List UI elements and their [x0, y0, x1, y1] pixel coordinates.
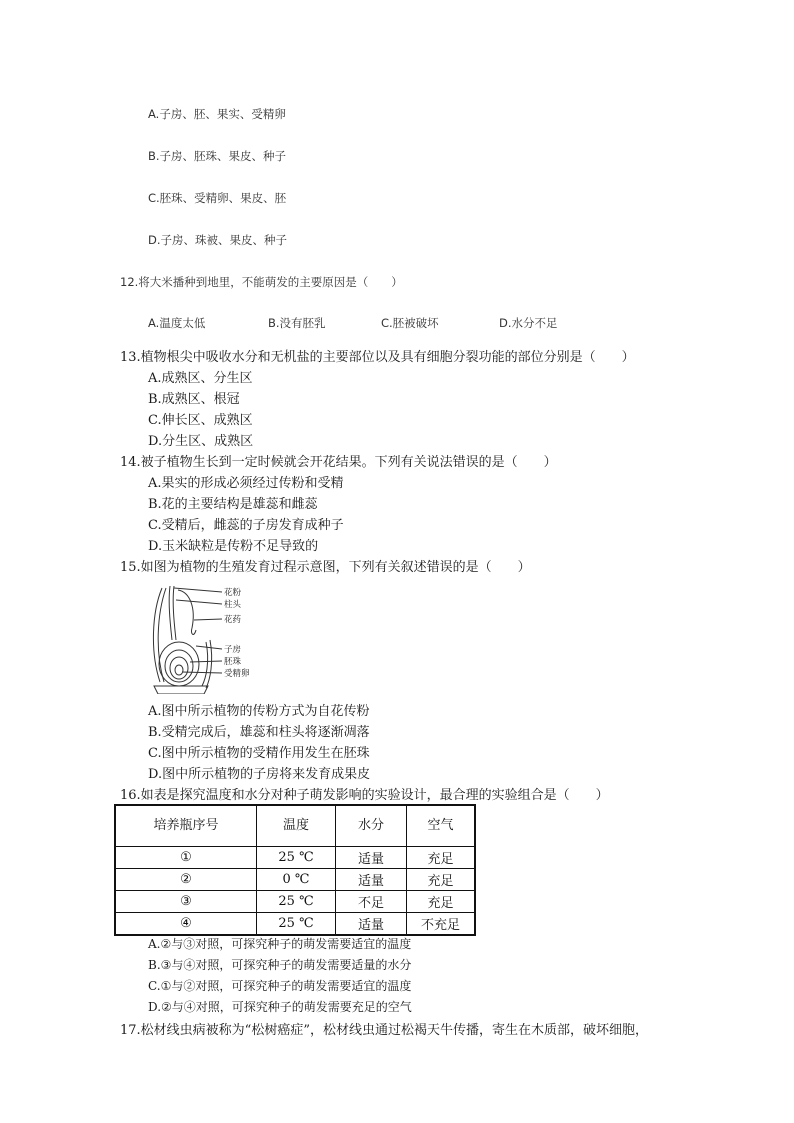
- q14-option-d: D.玉米缺粒是传粉不足导致的: [148, 539, 319, 554]
- q16-option-a: A.②与③对照，可探究种子的萌发需要适宜的温度: [148, 937, 412, 951]
- q13-option-b: B.成熟区、根冠: [148, 392, 240, 407]
- fig-label-zygote: 受精卵: [224, 669, 250, 679]
- q16-option-d: D.②与④对照，可探究种子的萌发需要充足的空气: [148, 1000, 412, 1014]
- q11-option-b: B.子房、胚珠、果皮、种子: [148, 149, 287, 163]
- cell-temperature: 0 ℃: [257, 869, 336, 891]
- fig-label-stigma: 柱头: [224, 600, 242, 610]
- q13-option-c: C.伸长区、成熟区: [148, 413, 253, 428]
- q15-option-b: B.受精完成后，雄蕊和柱头将逐渐凋落: [148, 725, 370, 740]
- q16-option-c: C.①与②对照，可探究种子的萌发需要适宜的温度: [148, 979, 412, 993]
- fig-label-anther: 花药: [224, 615, 242, 625]
- q13-option-a: A.成熟区、分生区: [148, 371, 253, 386]
- q16-stem: 16.如表是探究温度和水分对种子萌发影响的实验设计，最合理的实验组合是（ ）: [120, 788, 609, 803]
- q15-stem: 15.如图为植物的生殖发育过程示意图，下列有关叙述错误的是（ ）: [120, 560, 531, 575]
- table-row: [115, 891, 475, 913]
- cell-air: 充足: [407, 891, 476, 913]
- q12-stem: 12.将大米播种到地里，不能萌发的主要原因是（ ）: [120, 275, 403, 289]
- q14-option-a: A.果实的形成必须经过传粉和受精: [148, 476, 344, 491]
- q15-option-d: D.图中所示植物的子房将来发育成果皮: [148, 767, 371, 782]
- cell-bottle: ④: [115, 913, 257, 936]
- fig-label-pollen: 花粉: [224, 588, 242, 598]
- q17-stem: 17.松材线虫病被称为“松树癌症”，松材线虫通过松褐天牛传播，寄生在木质部，破坏细胞，: [120, 1023, 648, 1038]
- q12-option-c: C.胚被破坏: [381, 316, 439, 330]
- q16-option-b: B.③与④对照，可探究种子的萌发需要适量的水分: [148, 958, 412, 972]
- cell-water: 适量: [336, 847, 407, 869]
- q15-option-a: A.图中所示植物的传粉方式为自花传粉: [148, 704, 370, 719]
- q15-option-c: C.图中所示植物的受精作用发生在胚珠: [148, 746, 370, 761]
- cell-bottle: ②: [115, 869, 257, 891]
- cell-temperature: 25 ℃: [257, 913, 336, 936]
- fig-label-ovule: 胚珠: [224, 657, 242, 667]
- header-bottle-no: 培养瓶序号: [115, 805, 257, 847]
- cell-water: 不足: [336, 891, 407, 913]
- q12-option-d: D.水分不足: [499, 316, 558, 330]
- header-air: 空气: [407, 805, 476, 847]
- q11-option-a: A.子房、胚、果实、受精卵: [148, 107, 286, 121]
- q13-option-d: D.分生区、成熟区: [148, 434, 254, 449]
- q11-option-c: C.胚珠、受精卵、果皮、胚: [148, 191, 287, 205]
- cell-air: 不充足: [407, 913, 476, 936]
- table-row: [115, 913, 475, 936]
- table-row: [115, 847, 475, 869]
- cell-air: 充足: [407, 847, 476, 869]
- cell-air: 充足: [407, 869, 476, 891]
- q12-option-b: B.没有胚乳: [268, 316, 326, 330]
- cell-temperature: 25 ℃: [257, 847, 336, 869]
- fig-label-ovary: 子房: [224, 645, 242, 655]
- cell-water: 适量: [336, 913, 407, 936]
- cell-temperature: 25 ℃: [257, 891, 336, 913]
- q13-stem: 13.植物根尖中吸收水分和无机盐的主要部位以及具有细胞分裂功能的部位分别是（ ）: [120, 350, 635, 365]
- header-water: 水分: [336, 805, 407, 847]
- experiment-table: [114, 804, 476, 936]
- cell-water: 适量: [336, 869, 407, 891]
- q12-option-a: A.温度太低: [148, 316, 206, 330]
- q14-option-b: B.花的主要结构是雄蕊和雌蕊: [148, 497, 318, 512]
- cell-bottle: ①: [115, 847, 257, 869]
- q11-option-d: D.子房、珠被、果皮、种子: [148, 233, 288, 247]
- flower-diagram: [146, 582, 256, 694]
- table-header-row: [115, 805, 475, 847]
- table-row: [115, 869, 475, 891]
- q14-stem: 14.被子植物生长到一定时候就会开花结果。下列有关说法错误的是（ ）: [120, 455, 557, 470]
- q14-option-c: C.受精后，雌蕊的子房发育成种子: [148, 518, 344, 533]
- header-temperature: 温度: [257, 805, 336, 847]
- cell-bottle: ③: [115, 891, 257, 913]
